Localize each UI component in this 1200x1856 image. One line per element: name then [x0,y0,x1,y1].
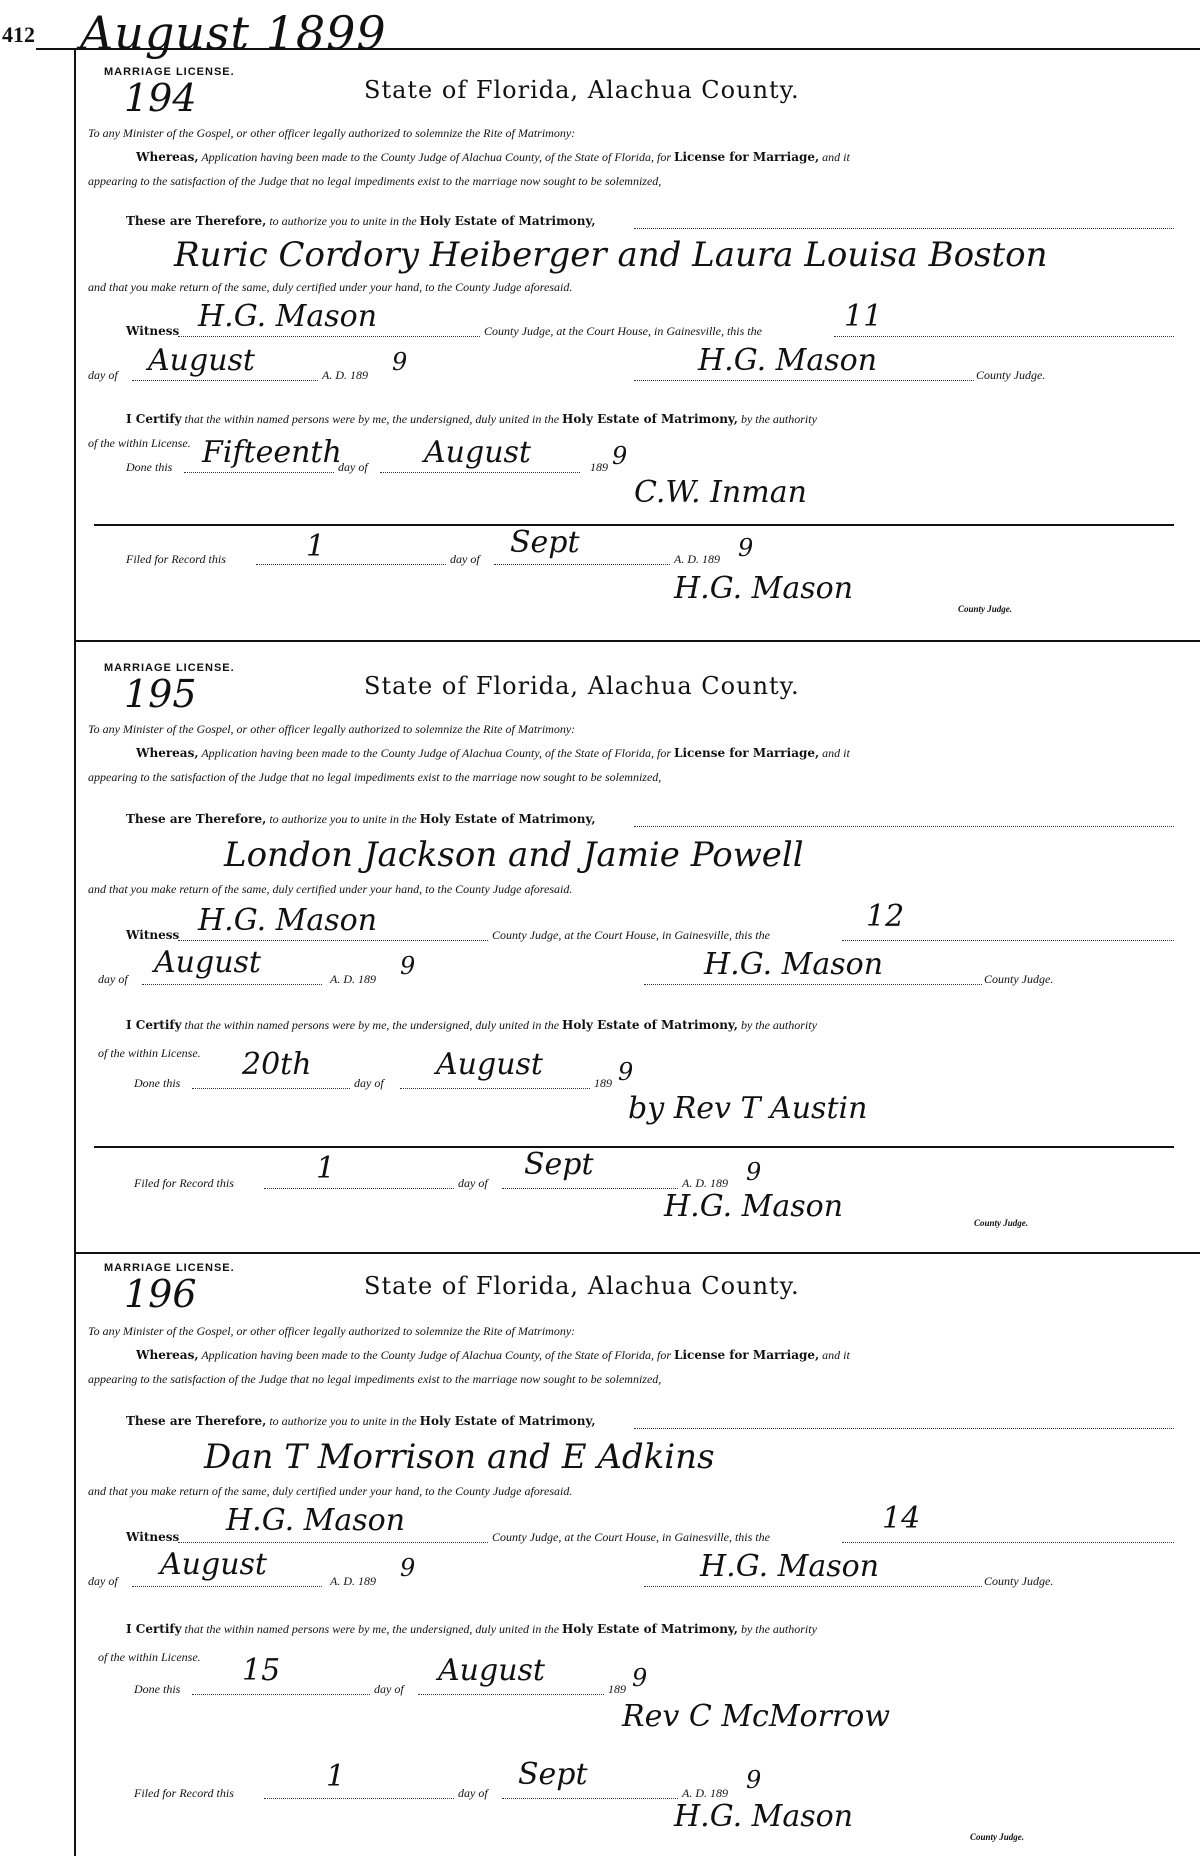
witness-signature: H.G. Mason [198,903,378,938]
these-are-therefore: These are Therefore, [126,1414,267,1428]
done-year-print: 189 [594,1076,612,1090]
appearing-line: appearing to the satisfaction of the Judge that no legal impediments exist to the marriage now sought to be solemnized, [88,1372,662,1386]
dotted-rule [192,1694,370,1695]
filed-day-of: day of [458,1176,488,1190]
these-are-therefore: These are Therefore, [126,812,267,826]
filed-day: 1 [316,1151,336,1186]
whereas-text: Application having been made to the County Judge of Alachua County, of the State of Florida, for [201,746,672,760]
done-day: Fifteenth [202,435,342,470]
couple-names: Dan T Morrison and E Adkins [204,1437,715,1477]
record-divider [74,640,1200,642]
done-year-hand: 9 [618,1058,634,1086]
witness-signature: H.G. Mason [226,1503,406,1538]
to-any-minister: To any Minister of the Gospel, or other officer legally authorized to solemnize the Rite of Matrimony: [88,1324,576,1338]
filed-judge-signature: H.G. Mason [674,571,854,606]
to-any-minister: To any Minister of the Gospel, or other officer legally authorized to solemnize the Rite of Matrimony: [88,722,576,736]
witness-line [126,324,179,339]
holy-estate: Holy Estate of Matrimony, [419,1414,596,1428]
witness-text: County Judge, at the Court House, in Gainesville, this the [492,1530,770,1544]
whereas-word: Whereas, [136,150,199,164]
certify-line [126,412,817,427]
witness-line [126,928,179,943]
dotted-rule [634,1428,1174,1429]
dotted-rule [264,1798,454,1799]
filed-ad: A. D. 189 [682,1786,728,1800]
filed-month: Sept [510,525,580,560]
these-are-therefore: These are Therefore, [126,214,267,228]
dotted-rule [178,336,480,337]
county-judge-label: County Judge. [984,1574,1054,1588]
authorize-text: to authorize you to unite in the [269,812,417,826]
done-this-label: Done this [134,1076,181,1090]
within-license: of the within License. [98,1046,201,1060]
dotted-rule [264,1188,454,1189]
couple-names: London Jackson and Jamie Powell [224,835,804,875]
done-day-of: day of [354,1076,384,1090]
filed-judge-signature: H.G. Mason [674,1799,854,1834]
license-title: State of Florida, Alachua County. [364,1272,800,1300]
day-of-label: day of [88,1574,118,1588]
issue-month: August [154,945,261,980]
these-are-line [126,214,596,229]
certify-text: that the within named persons were by me, the undersigned, duly united in the [184,1622,560,1636]
filed-label: Filed for Record this [134,1786,234,1800]
license-label: MARRIAGE LICENSE. [104,1262,235,1274]
marriage-license-record [74,1262,1194,1852]
done-month: August [438,1653,545,1688]
dotted-rule [142,984,322,985]
done-day: 20th [242,1047,312,1082]
certify-word: I Certify [126,412,182,426]
done-year-print: 189 [608,1682,626,1696]
done-year-hand: 9 [632,1664,648,1692]
certify-holy-estate: Holy Estate of Matrimony, [562,1622,738,1636]
certify-holy-estate: Holy Estate of Matrimony, [562,1018,738,1032]
filed-month: Sept [518,1757,588,1792]
holy-estate: Holy Estate of Matrimony, [419,214,596,228]
authorize-text: to authorize you to unite in the [269,1414,417,1428]
license-label: MARRIAGE LICENSE. [104,662,235,674]
whereas-end: and it [822,150,850,164]
filed-county-judge: County Judge. [970,1832,1025,1842]
ad-label: A. D. 189 [322,368,368,382]
witness-text: County Judge, at the Court House, in Gainesville, this the [484,324,762,338]
whereas-text: Application having been made to the County Judge of Alachua County, of the State of Florida, for [201,1348,672,1362]
issue-day: 14 [882,1501,921,1536]
done-this-label: Done this [126,460,173,474]
to-any-minister: To any Minister of the Gospel, or other officer legally authorized to solemnize the Rite of Matrimony: [88,126,576,140]
return-line: and that you make return of the same, duly certified under your hand, to the County Judge aforesaid. [88,882,573,896]
filed-day: 1 [306,529,326,564]
dotted-rule [502,1798,678,1799]
section-rule [94,1146,1174,1148]
filed-year: 9 [746,1158,762,1186]
issue-year: 9 [400,1554,416,1582]
filed-ad: A. D. 189 [682,1176,728,1190]
filed-day: 1 [326,1759,346,1794]
filed-county-judge: County Judge. [958,604,1013,614]
filed-day-of: day of [458,1786,488,1800]
witness-line [126,1530,179,1545]
judge-signature: H.G. Mason [704,947,884,982]
dotted-rule [132,380,318,381]
return-line: and that you make return of the same, duly certified under your hand, to the County Judge aforesaid. [88,280,573,294]
license-number: 196 [124,1272,197,1316]
witness-signature: H.G. Mason [198,299,378,334]
certify-text: that the within named persons were by me, the undersigned, duly united in the [184,1018,560,1032]
license-for-marriage: License for Marriage, [674,1348,820,1362]
dotted-rule [502,1188,678,1189]
filed-label: Filed for Record this [126,552,226,566]
filed-ad: A. D. 189 [674,552,720,566]
dotted-rule [634,380,974,381]
header-rule [36,48,1200,50]
dotted-rule [192,1088,350,1089]
done-month: August [436,1047,543,1082]
certify-line [126,1622,817,1637]
certify-end: by the authority [740,1018,817,1032]
dotted-rule [644,984,982,985]
whereas-end: and it [822,746,850,760]
dotted-rule [634,228,1174,229]
license-title: State of Florida, Alachua County. [364,672,800,700]
appearing-line: appearing to the satisfaction of the Judge that no legal impediments exist to the marriage now sought to be solemnized, [88,174,662,188]
dotted-rule [494,564,670,565]
marriage-license-record [74,66,1194,636]
officiant-signature: Rev C McMorrow [622,1699,891,1734]
license-number: 195 [124,672,197,716]
certify-word: I Certify [126,1622,182,1636]
ad-label: A. D. 189 [330,1574,376,1588]
certify-holy-estate: Holy Estate of Matrimony, [562,412,738,426]
witness-word: Witness [126,928,180,942]
issue-year: 9 [392,348,408,376]
within-license: of the within License. [88,436,191,450]
whereas-line [136,150,850,165]
dotted-rule [256,564,446,565]
page-number: 412 [2,22,35,47]
appearing-line: appearing to the satisfaction of the Judge that no legal impediments exist to the marriage now sought to be solemnized, [88,770,662,784]
filed-year: 9 [746,1766,762,1794]
license-title: State of Florida, Alachua County. [364,76,800,104]
license-for-marriage: License for Marriage, [674,150,820,164]
page-header-handwritten-date: August 1899 [80,6,387,60]
these-are-line [126,1414,596,1429]
dotted-rule [634,826,1174,827]
dotted-rule [184,472,334,473]
day-of-label: day of [98,972,128,986]
within-license: of the within License. [98,1650,201,1664]
certify-word: I Certify [126,1018,182,1032]
filed-year: 9 [738,534,754,562]
license-label: MARRIAGE LICENSE. [104,66,235,78]
filed-day-of: day of [450,552,480,566]
witness-text: County Judge, at the Court House, in Gainesville, this the [492,928,770,942]
whereas-word: Whereas, [136,746,199,760]
officiant-signature: by Rev T Austin [628,1091,868,1126]
marriage-license-record [74,662,1194,1242]
filed-label: Filed for Record this [134,1176,234,1190]
issue-month: August [148,343,255,378]
dotted-rule [644,1586,982,1587]
dotted-rule [418,1694,604,1695]
issue-day: 11 [844,299,883,334]
whereas-end: and it [822,1348,850,1362]
certify-end: by the authority [740,412,817,426]
dotted-rule [842,940,1174,941]
ad-label: A. D. 189 [330,972,376,986]
judge-signature: H.G. Mason [700,1549,880,1584]
judge-signature: H.G. Mason [698,343,878,378]
dotted-rule [842,1542,1174,1543]
done-year-hand: 9 [612,442,628,470]
certify-end: by the authority [740,1622,817,1636]
witness-word: Witness [126,324,180,338]
dotted-rule [178,1542,488,1543]
issue-year: 9 [400,952,416,980]
county-judge-label: County Judge. [984,972,1054,986]
whereas-line [136,746,850,761]
couple-names: Ruric Cordory Heiberger and Laura Louisa Boston [174,235,1048,275]
license-number: 194 [124,76,197,120]
officiant-signature: C.W. Inman [634,475,807,510]
certify-text: that the within named persons were by me, the undersigned, duly united in the [184,412,560,426]
done-day-of: day of [338,460,368,474]
whereas-word: Whereas, [136,1348,199,1362]
filed-judge-signature: H.G. Mason [664,1189,844,1224]
done-day: 15 [242,1653,281,1688]
witness-word: Witness [126,1530,180,1544]
issue-day: 12 [866,899,905,934]
dotted-rule [834,336,1174,337]
done-year-print: 189 [590,460,608,474]
dotted-rule [178,940,488,941]
dotted-rule [380,472,580,473]
done-day-of: day of [374,1682,404,1696]
county-judge-label: County Judge. [976,368,1046,382]
certify-line [126,1018,817,1033]
authorize-text: to authorize you to unite in the [269,214,417,228]
filed-county-judge: County Judge. [974,1218,1029,1228]
done-this-label: Done this [134,1682,181,1696]
filed-month: Sept [524,1147,594,1182]
whereas-text: Application having been made to the County Judge of Alachua County, of the State of Florida, for [201,150,672,164]
whereas-line [136,1348,850,1363]
these-are-line [126,812,596,827]
section-rule [94,524,1174,526]
license-for-marriage: License for Marriage, [674,746,820,760]
done-month: August [424,435,531,470]
issue-month: August [160,1547,267,1582]
record-divider [74,1252,1200,1254]
return-line: and that you make return of the same, duly certified under your hand, to the County Judge aforesaid. [88,1484,573,1498]
dotted-rule [400,1088,590,1089]
holy-estate: Holy Estate of Matrimony, [419,812,596,826]
dotted-rule [132,1586,322,1587]
day-of-label: day of [88,368,118,382]
